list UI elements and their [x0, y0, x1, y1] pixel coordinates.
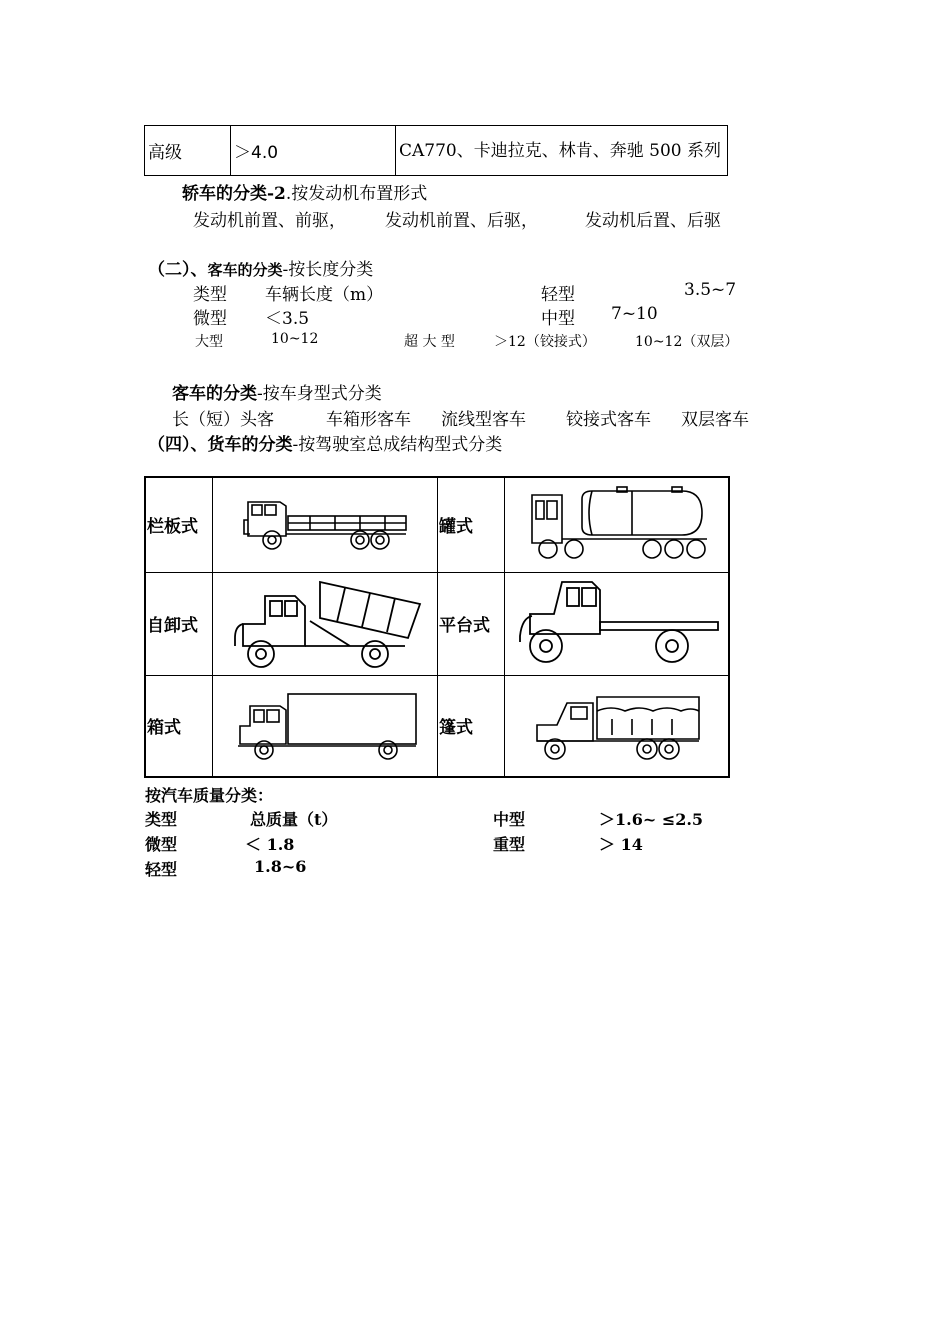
canvas-truck-icon	[527, 689, 707, 763]
truck-label-box: 箱式	[145, 675, 213, 777]
sedan-item-1: 发动机前置、前驱，	[193, 211, 346, 231]
table-row	[145, 572, 729, 675]
truck-label-tank: 罐式	[438, 477, 505, 572]
truck-label-fence: 栏板式	[145, 477, 213, 572]
bus-body-item-2: 车箱形客车	[326, 410, 411, 430]
tank-truck-icon	[522, 485, 712, 565]
sedan-heading	[182, 179, 427, 204]
mass-r3c1: 轻型	[145, 860, 178, 879]
mass-r2c1: 微型	[145, 835, 178, 854]
mass-heading: 按汽车质量分类：	[145, 786, 274, 805]
bus-length-r3c5: 10~12（双层）	[635, 334, 739, 350]
truck-label-canvas: 篷式	[438, 675, 505, 777]
bus-length-r2c2: ＜3.5	[265, 309, 310, 329]
truck-table	[144, 476, 730, 778]
sedan-heading-bold: 轿车的分类-2	[182, 184, 286, 204]
platform-truck-image	[505, 572, 730, 675]
bus-length-r3c1: 大型	[195, 334, 223, 350]
bus-body-item-1: 长（短）头客	[172, 410, 274, 430]
table-cell-models: CA770、卡迪拉克、林肯、奔驰 500 系列	[396, 126, 728, 176]
bus-body-heading	[172, 379, 382, 404]
mass-r1c3: 中型	[493, 810, 526, 829]
mass-r1c2: 总质量（t）	[250, 810, 338, 829]
sedan-item-3: 发动机后置、后驱	[585, 211, 721, 231]
bus-body-item-3: 流线型客车	[441, 410, 526, 430]
truck-heading-bold: （四）、货车的分类	[148, 435, 293, 455]
table-row	[145, 675, 729, 777]
bus-length-heading-rest: -按长度分类	[282, 260, 374, 280]
truck-label-platform: 平台式	[438, 572, 505, 675]
truck-heading	[148, 430, 502, 455]
bus-length-r1c2: 车辆长度（m）	[265, 285, 384, 305]
mass-r2c3: 重型	[493, 835, 526, 854]
mass-r2c2: ＜ 1.8	[245, 835, 295, 854]
fence-truck-icon	[240, 494, 410, 556]
mass-r2c4: ＞ 14	[599, 835, 643, 854]
tank-truck-image	[505, 477, 730, 572]
bus-length-r1c1: 类型	[193, 285, 227, 305]
bus-length-r1c4: 3.5~7	[684, 280, 737, 300]
bus-length-r1c3: 轻型	[541, 285, 575, 305]
top-table	[144, 125, 728, 176]
platform-truck-icon	[512, 578, 722, 670]
bus-body-item-5: 双层客车	[681, 410, 749, 430]
sedan-heading-rest: .按发动机布置形式	[285, 184, 428, 204]
bus-length-prefix: （二）、	[148, 260, 208, 280]
truck-heading-rest: -按驾驶室总成结构型式分类	[292, 435, 503, 455]
bus-length-heading-bold: 客车的分类	[207, 261, 283, 279]
table-cell-displacement: ＞4.0	[231, 126, 396, 176]
bus-length-heading	[148, 255, 373, 280]
bus-length-r3c2: 10~12	[271, 331, 319, 347]
bus-length-r2c4: 7~10	[611, 304, 658, 324]
bus-body-heading-bold: 客车的分类	[172, 384, 257, 404]
bus-length-r2c3: 中型	[541, 309, 575, 329]
box-truck-icon	[230, 690, 420, 762]
dump-truck-icon	[225, 576, 425, 672]
mass-r1c4: ＞1.6~ ≤2.5	[599, 810, 704, 829]
bus-body-heading-rest: -按车身型式分类	[257, 384, 382, 404]
dump-truck-image	[213, 572, 438, 675]
canvas-truck-image	[505, 675, 730, 777]
table-cell-level: 高级	[145, 126, 231, 176]
bus-length-r2c1: 微型	[193, 309, 227, 329]
fence-truck-image	[213, 477, 438, 572]
sedan-item-2: 发动机前置、后驱，	[385, 211, 538, 231]
bus-length-r3c4: ＞12（铰接式）	[494, 334, 596, 350]
table-row	[145, 477, 729, 572]
table-row	[145, 126, 728, 176]
truck-label-dump: 自卸式	[145, 572, 213, 675]
mass-r3c2: 1.8~6	[254, 857, 307, 876]
bus-length-r3c3: 超 大 型	[404, 334, 455, 350]
bus-body-item-4: 铰接式客车	[566, 410, 651, 430]
box-truck-image	[213, 675, 438, 777]
mass-r1c1: 类型	[145, 810, 178, 829]
